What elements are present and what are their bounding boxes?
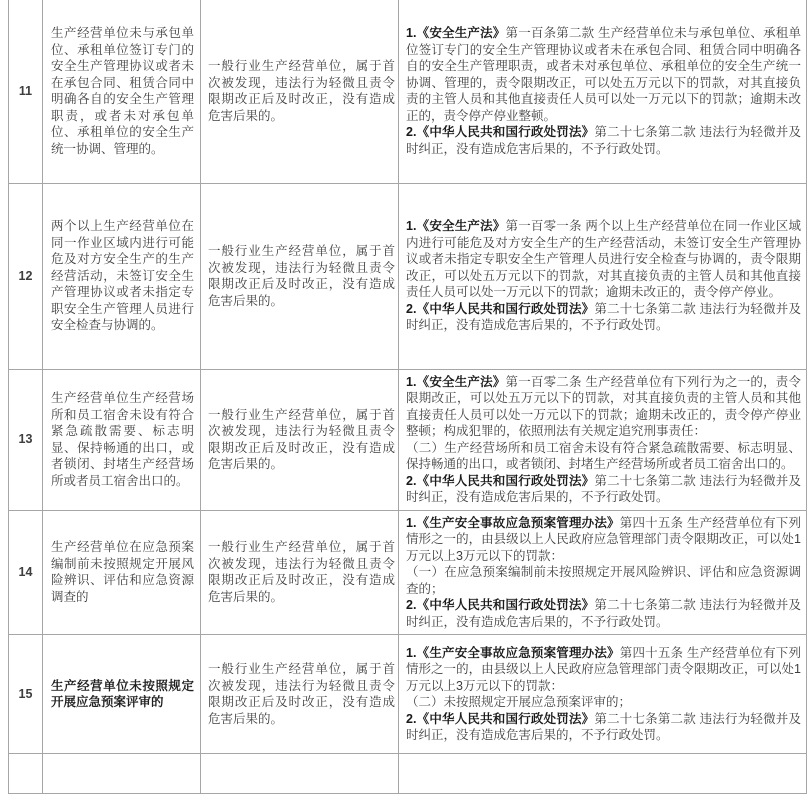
law-text: 第二十七条第二款 违法行为轻微并及时纠正，没有造成危害后果的，不予行政处罚。	[406, 473, 801, 504]
law-name-bold: 2.《中华人民共和国行政处罚法》	[406, 598, 595, 612]
table-row	[9, 183, 807, 369]
violation-cell: 生产经营单位在应急预案编制前未按照规定开展风险辨识、评估和应急资源调查的	[43, 510, 201, 635]
discretion-cell: 一般行业生产经营单位，属于首次被发现，违法行为轻微且责令限期改正后及时改正，没有造成危害后果的。	[201, 0, 399, 183]
discretion-cell: 一般行业生产经营单位，属于首次被发现，违法行为轻微且责令限期改正后及时改正，没有造成危害后果的。	[201, 369, 399, 510]
empty-cell	[201, 754, 399, 794]
discretion-cell: 一般行业生产经营单位，属于首次被发现，违法行为轻微且责令限期改正后及时改正，没有造成危害后果的。	[201, 635, 399, 754]
legal-basis-cell	[399, 183, 807, 369]
law-name-bold: 1.《安全生产法》	[406, 374, 506, 389]
empty-cell	[399, 754, 807, 794]
legal-basis-paragraph	[406, 694, 801, 711]
law-text: 第四十五条 生产经营单位有下列情形之一的，由县级以上人民政府应急管理部门责令限期改正，可以处1万元以上3万元以下的罚款：	[406, 645, 801, 693]
table-row	[9, 635, 807, 754]
empty-cell	[43, 754, 201, 794]
law-name-bold: 2.《中华人民共和国行政处罚法》	[406, 711, 595, 726]
legal-basis-paragraph	[406, 301, 801, 334]
penalty-table	[8, 0, 807, 794]
table-row-partial	[9, 754, 807, 794]
violation-cell: 两个以上生产经营单位在同一作业区域内进行可能危及对方安全生产的生产经营活动，未签订安全生产管理协议或者未指定专职安全生产管理人员进行安全检查与协调的。	[43, 183, 201, 369]
law-name-bold: 1.《生产安全事故应急预案管理办法》	[406, 515, 620, 530]
law-name-bold: 1.《生产安全事故应急预案管理办法》	[406, 645, 620, 660]
legal-basis-paragraph	[406, 564, 801, 597]
law-text: 第一百零二条 生产经营单位有下列行为之一的，责令限期改正，可以处五万元以下的罚款，对其直接负责的主管人员和其他直接责任人员可以处一万元以下的罚款；逾期未改正的，责令停产停业整顿；构成犯罪的，依照刑法有关规定追究刑事责任：	[406, 374, 801, 438]
legal-basis-paragraph	[406, 374, 801, 440]
legal-basis-cell	[399, 369, 807, 510]
law-name-bold: 2.《中华人民共和国行政处罚法》	[406, 125, 595, 140]
empty-cell	[9, 754, 43, 794]
legal-basis-paragraph	[406, 515, 801, 565]
law-text: 第二十七条第二款 违法行为轻微并及时纠正，没有造成危害后果的，不予行政处罚。	[406, 125, 801, 156]
table-row	[9, 369, 807, 510]
law-text: 第二十七条第二款 违法行为轻微并及时纠正，没有造成危害后果的，不予行政处罚。	[406, 598, 801, 629]
penalty-table-body	[9, 0, 807, 794]
legal-basis-paragraph	[406, 597, 801, 630]
law-text: 第二十七条第二款 违法行为轻微并及时纠正，没有造成危害后果的，不予行政处罚。	[406, 711, 801, 742]
row-number-cell: 12	[9, 183, 43, 369]
violation-cell: 生产经营单位生产经营场所和员工宿舍未设有符合紧急疏散需要、标志明显、保持畅通的出口，或者锁闭、封堵生产经营场所或者员工宿舍出口的。	[43, 369, 201, 510]
legal-basis-paragraph	[406, 440, 801, 473]
law-text: 第一百条第二款 生产经营单位未与承包单位、承租单位签订专门的安全生产管理协议或者未在承包合同、租赁合同中明确各自的安全生产管理职责，或者未对承包单位、承租单位的安全生产统一协调、管理的，责令限期改正，可以处五万元以下的罚款，对其直接负责的主管人员和其他直接责任人员可以处一万元以下的罚款；逾期未改正的，责令停产停业整顿。	[406, 26, 801, 123]
law-name-bold: 2.《中华人民共和国行政处罚法》	[406, 473, 595, 488]
legal-basis-cell	[399, 635, 807, 754]
row-number-cell: 13	[9, 369, 43, 510]
penalty-table-document	[8, 0, 806, 794]
legal-basis-paragraph	[406, 711, 801, 744]
legal-basis-paragraph	[406, 124, 801, 157]
discretion-cell: 一般行业生产经营单位，属于首次被发现，违法行为轻微且责令限期改正后及时改正，没有造成危害后果的。	[201, 510, 399, 635]
law-name-bold: 1.《安全生产法》	[406, 219, 506, 234]
law-text: 第一百零一条 两个以上生产经营单位在同一作业区域内进行可能危及对方安全生产的生产经营活动，未签订安全生产管理协议或者未指定专职安全生产管理人员进行安全检查与协调的，责令限期改正，可以处五万元以下的罚款，对其直接负责的主管人员和其他直接责任人员可以处一万元以下的罚款；逾期未改正的，责令停产停业。	[406, 219, 801, 300]
law-text: 第四十五条 生产经营单位有下列情形之一的，由县级以上人民政府应急管理部门责令限期改正，可以处1万元以上3万元以下的罚款：	[406, 515, 801, 563]
law-text: （一）在应急预案编制前未按照规定开展风险辨识、评估和应急资源调查的；	[406, 565, 801, 596]
violation-cell: 生产经营单位未按照规定开展应急预案评审的	[43, 635, 201, 754]
law-name-bold: 1.《安全生产法》	[406, 26, 506, 41]
row-number-cell: 15	[9, 635, 43, 754]
law-text: 第二十七条第二款 违法行为轻微并及时纠正，没有造成危害后果的，不予行政处罚。	[406, 301, 801, 333]
violation-cell: 生产经营单位未与承包单位、承租单位签订专门的安全生产管理协议或者未在承包合同、租赁合同中明确各自的安全生产管理职责，或者未对承包单位、承租单位的安全生产统一协调、管理的。	[43, 0, 201, 183]
legal-basis-cell	[399, 510, 807, 635]
legal-basis-paragraph	[406, 473, 801, 506]
legal-basis-cell	[399, 0, 807, 183]
law-name-bold: 2.《中华人民共和国行政处罚法》	[406, 301, 595, 316]
table-row	[9, 0, 807, 183]
table-row	[9, 510, 807, 635]
legal-basis-paragraph	[406, 218, 801, 301]
law-text: （二）未按照规定开展应急预案评审的；	[406, 695, 632, 709]
legal-basis-paragraph	[406, 25, 801, 124]
discretion-cell: 一般行业生产经营单位，属于首次被发现，违法行为轻微且责令限期改正后及时改正，没有造成危害后果的。	[201, 183, 399, 369]
row-number-cell: 14	[9, 510, 43, 635]
row-number-cell: 11	[9, 0, 43, 183]
legal-basis-paragraph	[406, 645, 801, 695]
law-text: （二）生产经营场所和员工宿舍未设有符合紧急疏散需要、标志明显、保持畅通的出口，或者锁闭、封堵生产经营场所或者员工宿舍出口的。	[406, 440, 801, 471]
